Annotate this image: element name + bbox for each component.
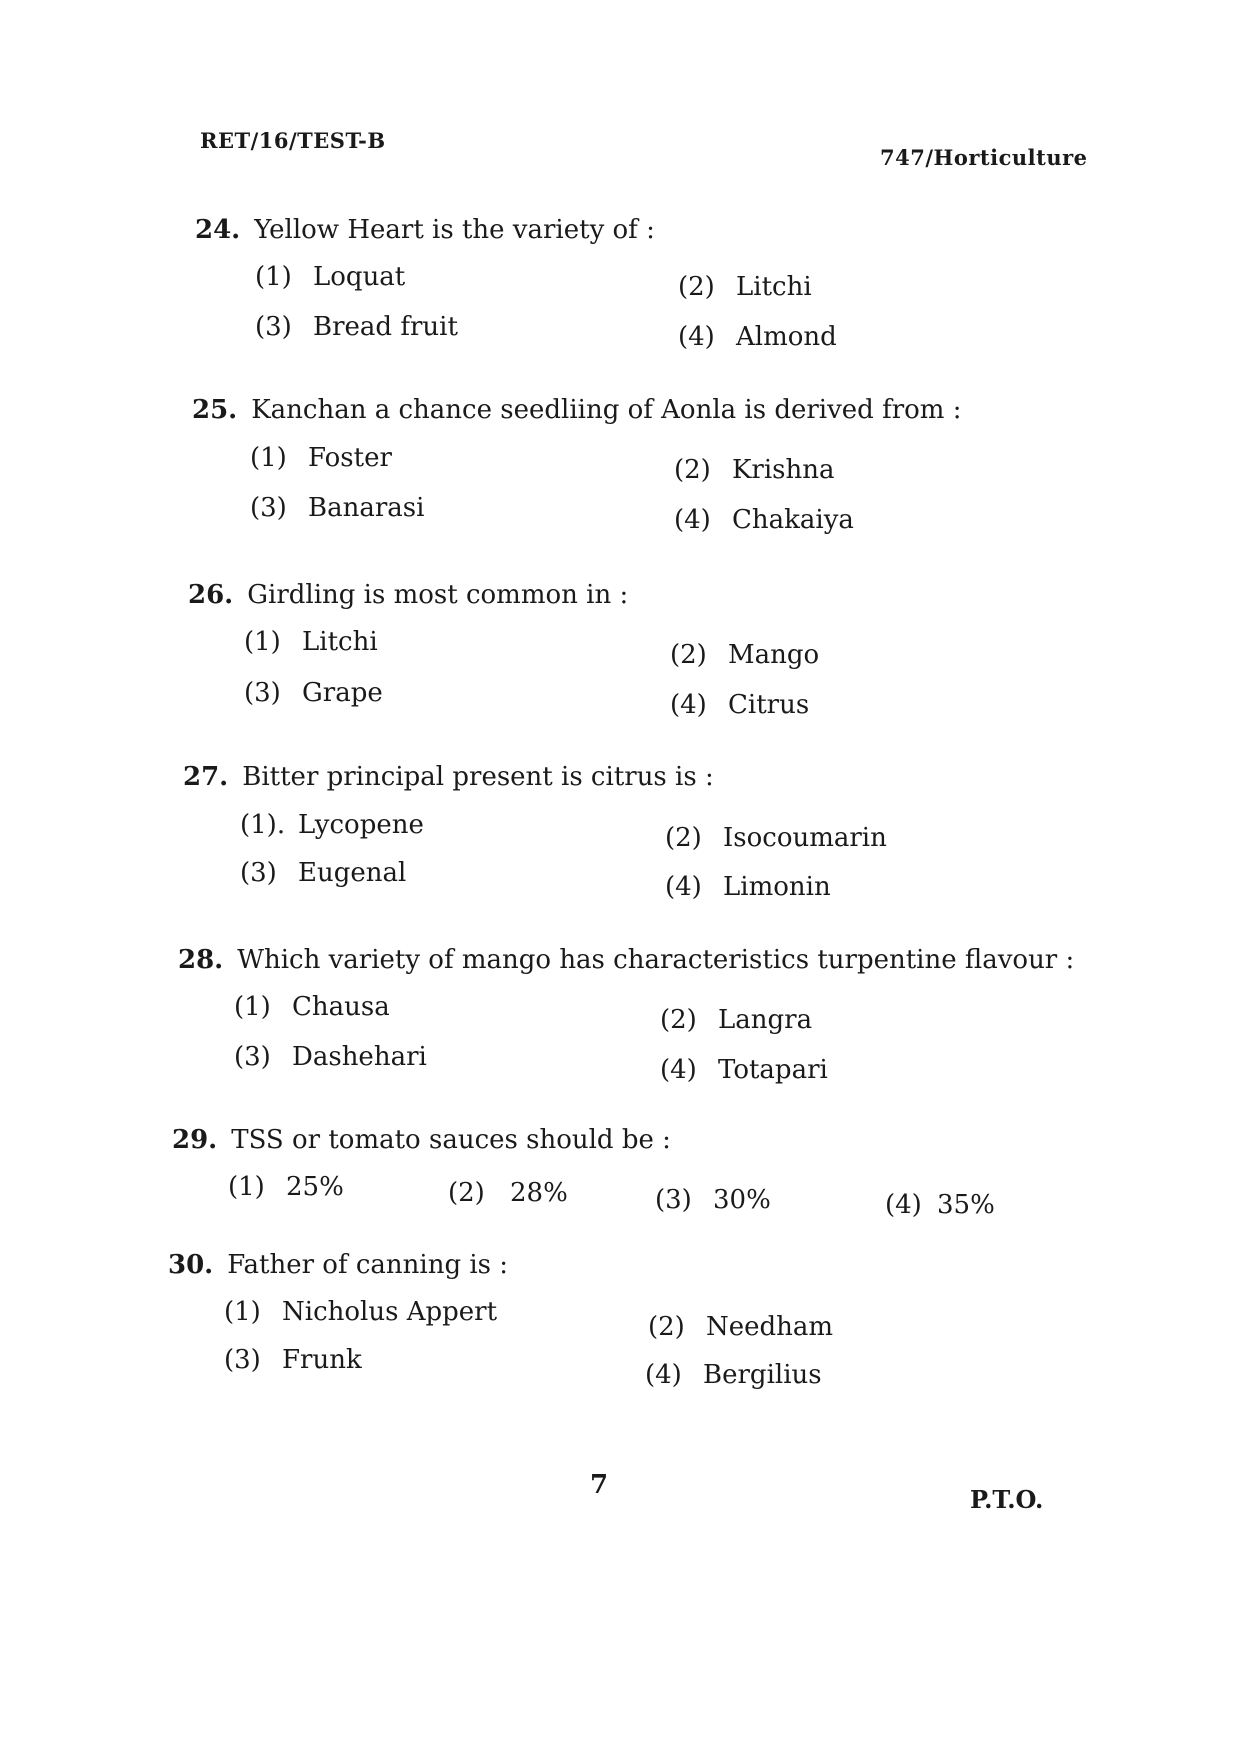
option-number: (2) [678, 272, 715, 302]
question-stem [168, 1250, 508, 1280]
option-text: Bergilius [703, 1360, 822, 1390]
option-text: Banarasi [308, 493, 425, 523]
option-2[interactable] [670, 640, 819, 670]
question-number: 28. [178, 945, 224, 975]
option-text: Lycopene [298, 810, 424, 840]
question-number: 25. [192, 395, 238, 425]
option-3[interactable] [234, 1042, 427, 1072]
option-number: (1). [240, 810, 286, 840]
option-2[interactable] [448, 1178, 568, 1208]
question-stem [192, 395, 961, 425]
option-number: (3) [255, 312, 292, 342]
option-text: Langra [718, 1005, 813, 1035]
option-text: Loquat [313, 262, 406, 292]
option-number: (4) [670, 690, 707, 720]
question-text: Father of canning is : [227, 1250, 509, 1280]
option-text: Foster [308, 443, 392, 473]
option-4[interactable] [885, 1190, 995, 1220]
question-stem [183, 762, 714, 792]
option-4[interactable] [660, 1055, 828, 1085]
option-text: Dashehari [292, 1042, 427, 1072]
option-text: Eugenal [298, 858, 407, 888]
option-text: Chakaiya [732, 505, 854, 535]
option-number: (1) [244, 627, 281, 657]
option-3[interactable] [240, 858, 406, 888]
option-number: (1) [224, 1297, 261, 1327]
option-number: (4) [678, 322, 715, 352]
question-text: Yellow Heart is the variety of : [254, 215, 655, 245]
option-2[interactable] [678, 272, 812, 302]
paper-code: RET/16/TEST-B [200, 128, 386, 153]
question-text: Which variety of mango has characteristics turpentine flavour : [237, 945, 1075, 975]
option-number: (3) [250, 493, 287, 523]
option-text: 25% [286, 1172, 344, 1202]
question-number: 24. [195, 215, 241, 245]
option-number: (4) [660, 1055, 697, 1085]
please-turn-over: P.T.O. [970, 1485, 1044, 1514]
option-number: (4) [674, 505, 711, 535]
option-1[interactable] [240, 810, 424, 840]
option-2[interactable] [674, 455, 835, 485]
option-text: Totapari [718, 1055, 828, 1085]
option-text: Chausa [292, 992, 390, 1022]
option-number: (4) [645, 1360, 682, 1390]
option-1[interactable] [244, 627, 378, 657]
question-number: 26. [188, 580, 234, 610]
option-number: (1) [228, 1172, 265, 1202]
option-4[interactable] [678, 322, 837, 352]
option-2[interactable] [660, 1005, 812, 1035]
option-text: Krishna [732, 455, 835, 485]
option-4[interactable] [670, 690, 809, 720]
option-2[interactable] [665, 823, 887, 853]
question-text: Girdling is most common in : [247, 580, 629, 610]
option-3[interactable] [655, 1185, 771, 1215]
option-text: 35% [937, 1190, 995, 1220]
option-text: 28% [510, 1178, 568, 1208]
option-text: 30% [713, 1185, 771, 1215]
option-number: (4) [885, 1190, 922, 1220]
option-number: (3) [244, 678, 281, 708]
option-number: (1) [255, 262, 292, 292]
option-number: (3) [655, 1185, 692, 1215]
option-text: Litchi [736, 272, 812, 302]
option-text: Nicholus Appert [282, 1297, 498, 1327]
option-number: (4) [665, 872, 702, 902]
option-number: (2) [670, 640, 707, 670]
option-number: (3) [240, 858, 277, 888]
option-number: (2) [448, 1178, 485, 1208]
option-1[interactable] [234, 992, 390, 1022]
option-text: Isocoumarin [723, 823, 887, 853]
option-text: Citrus [728, 690, 810, 720]
option-4[interactable] [665, 872, 831, 902]
option-1[interactable] [255, 262, 405, 292]
option-3[interactable] [250, 493, 424, 523]
option-4[interactable] [645, 1360, 822, 1390]
option-text: Frunk [282, 1345, 362, 1375]
option-4[interactable] [674, 505, 854, 535]
question-number: 27. [183, 762, 229, 792]
question-text: Kanchan a chance seedliing of Aonla is derived from : [251, 395, 962, 425]
subject-code: 747/Horticulture [880, 145, 1088, 170]
question-number: 30. [168, 1250, 214, 1280]
option-text: Mango [728, 640, 820, 670]
option-text: Litchi [302, 627, 378, 657]
option-3[interactable] [224, 1345, 362, 1375]
question-number: 29. [172, 1125, 218, 1155]
option-text: Grape [302, 678, 383, 708]
page-number: 7 [590, 1470, 609, 1500]
option-number: (1) [234, 992, 271, 1022]
question-stem [178, 945, 1074, 975]
option-number: (2) [648, 1312, 685, 1342]
option-number: (2) [660, 1005, 697, 1035]
option-1[interactable] [228, 1172, 344, 1202]
option-1[interactable] [224, 1297, 497, 1327]
option-number: (2) [674, 455, 711, 485]
option-1[interactable] [250, 443, 392, 473]
option-text: Almond [736, 322, 837, 352]
option-number: (3) [224, 1345, 261, 1375]
option-text: Needham [706, 1312, 834, 1342]
option-number: (1) [250, 443, 287, 473]
option-number: (3) [234, 1042, 271, 1072]
option-text: Bread fruit [313, 312, 458, 342]
question-text: Bitter principal present is citrus is : [242, 762, 714, 792]
question-stem [188, 580, 628, 610]
option-2[interactable] [648, 1312, 833, 1342]
option-3[interactable] [244, 678, 383, 708]
option-number: (2) [665, 823, 702, 853]
option-3[interactable] [255, 312, 458, 342]
question-stem [172, 1125, 671, 1155]
option-text: Limonin [723, 872, 831, 902]
question-stem [195, 215, 655, 245]
question-text: TSS or tomato sauces should be : [231, 1125, 671, 1155]
